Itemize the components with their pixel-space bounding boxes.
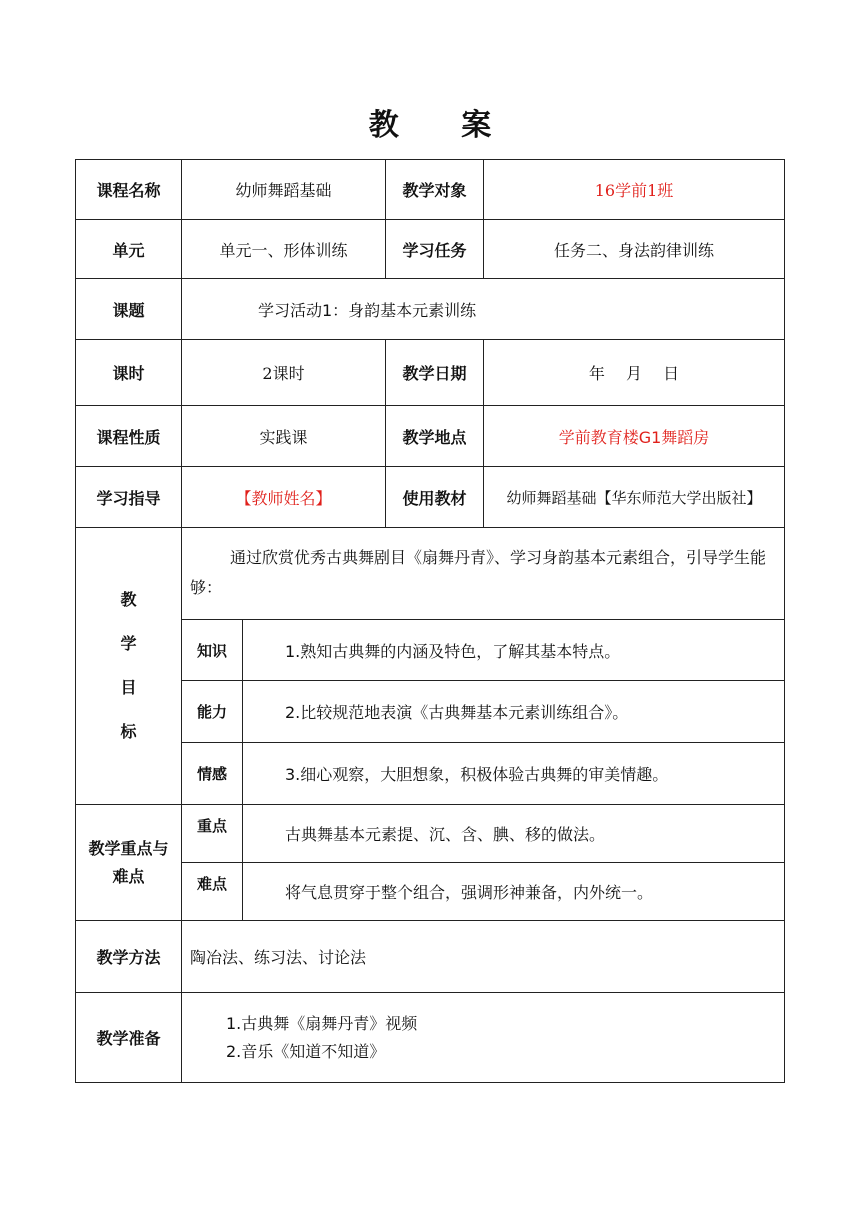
target-label: 教学对象 [386, 160, 484, 220]
textbook-label: 使用教材 [386, 467, 484, 528]
row-methods [76, 921, 785, 993]
difficulty-label: 难点 [182, 863, 243, 921]
topic-value: 学习活动1：身韵基本元素训练 [182, 279, 785, 340]
textbook-value: 幼师舞蹈基础【华东师范大学出版社】 [484, 467, 785, 528]
methods-value: 陶冶法、练习法、讨论法 [182, 921, 785, 993]
objective-row [76, 620, 785, 681]
location-label: 教学地点 [386, 406, 484, 467]
key-point-text: 古典舞基本元素提、沉、含、腆、移的做法。 [243, 805, 785, 863]
guide-label: 学习指导 [76, 467, 182, 528]
nature-label: 课程性质 [76, 406, 182, 467]
course-name-value: 幼师舞蹈基础 [182, 160, 386, 220]
hours-value: 2课时 [182, 340, 386, 406]
objective-row [76, 743, 785, 805]
methods-label: 教学方法 [76, 921, 182, 993]
location-value: 学前教育楼G1舞蹈房 [484, 406, 785, 467]
topic-label: 课题 [76, 279, 182, 340]
objective-label: 知识 [182, 620, 243, 681]
task-value: 任务二、身法韵律训练 [484, 220, 785, 279]
objective-label: 情感 [182, 743, 243, 805]
row-topic [76, 279, 785, 340]
row-nature [76, 406, 785, 467]
objective-row [76, 681, 785, 743]
unit-value: 单元一、形体训练 [182, 220, 386, 279]
hours-label: 课时 [76, 340, 182, 406]
task-label: 学习任务 [386, 220, 484, 279]
row-objectives-intro [76, 528, 785, 620]
row-unit [76, 220, 785, 279]
date-label: 教学日期 [386, 340, 484, 406]
lesson-plan-table [75, 159, 785, 1083]
objective-text: 3.细心观察，大胆想象，积极体验古典舞的审美情趣。 [243, 743, 785, 805]
objectives-label: 教 学 目 标 [76, 528, 182, 805]
course-name-label: 课程名称 [76, 160, 182, 220]
key-points-label: 教学重点与 难点 [76, 805, 182, 921]
target-value: 16学前1班 [484, 160, 785, 220]
key-point-row [76, 863, 785, 921]
objective-text: 1.熟知古典舞的内涵及特色，了解其基本特点。 [243, 620, 785, 681]
row-guide [76, 467, 785, 528]
date-value: 年 月 日 [484, 340, 785, 406]
nature-value: 实践课 [182, 406, 386, 467]
prep-item: 2.音乐《知道不知道》 [226, 1041, 386, 1061]
difficulty-text: 将气息贯穿于整个组合，强调形神兼备，内外统一。 [243, 863, 785, 921]
row-hours [76, 340, 785, 406]
key-point-label: 重点 [182, 805, 243, 863]
prep-list [182, 993, 785, 1083]
objective-text: 2.比较规范地表演《古典舞基本元素训练组合》。 [243, 681, 785, 743]
prep-label: 教学准备 [76, 993, 182, 1083]
page-title: 教 案 [368, 108, 518, 143]
prep-item: 1.古典舞《扇舞丹青》视频 [226, 1013, 418, 1033]
unit-label: 单元 [76, 220, 182, 279]
row-course-name [76, 160, 785, 220]
objective-label: 能力 [182, 681, 243, 743]
row-prep [76, 993, 785, 1083]
key-point-row [76, 805, 785, 863]
objectives-intro: 通过欣赏优秀古典舞剧目《扇舞丹青》、学习身韵基本元素组合，引导学生能够： [182, 528, 785, 620]
guide-value: 【教师姓名】 [182, 467, 386, 528]
